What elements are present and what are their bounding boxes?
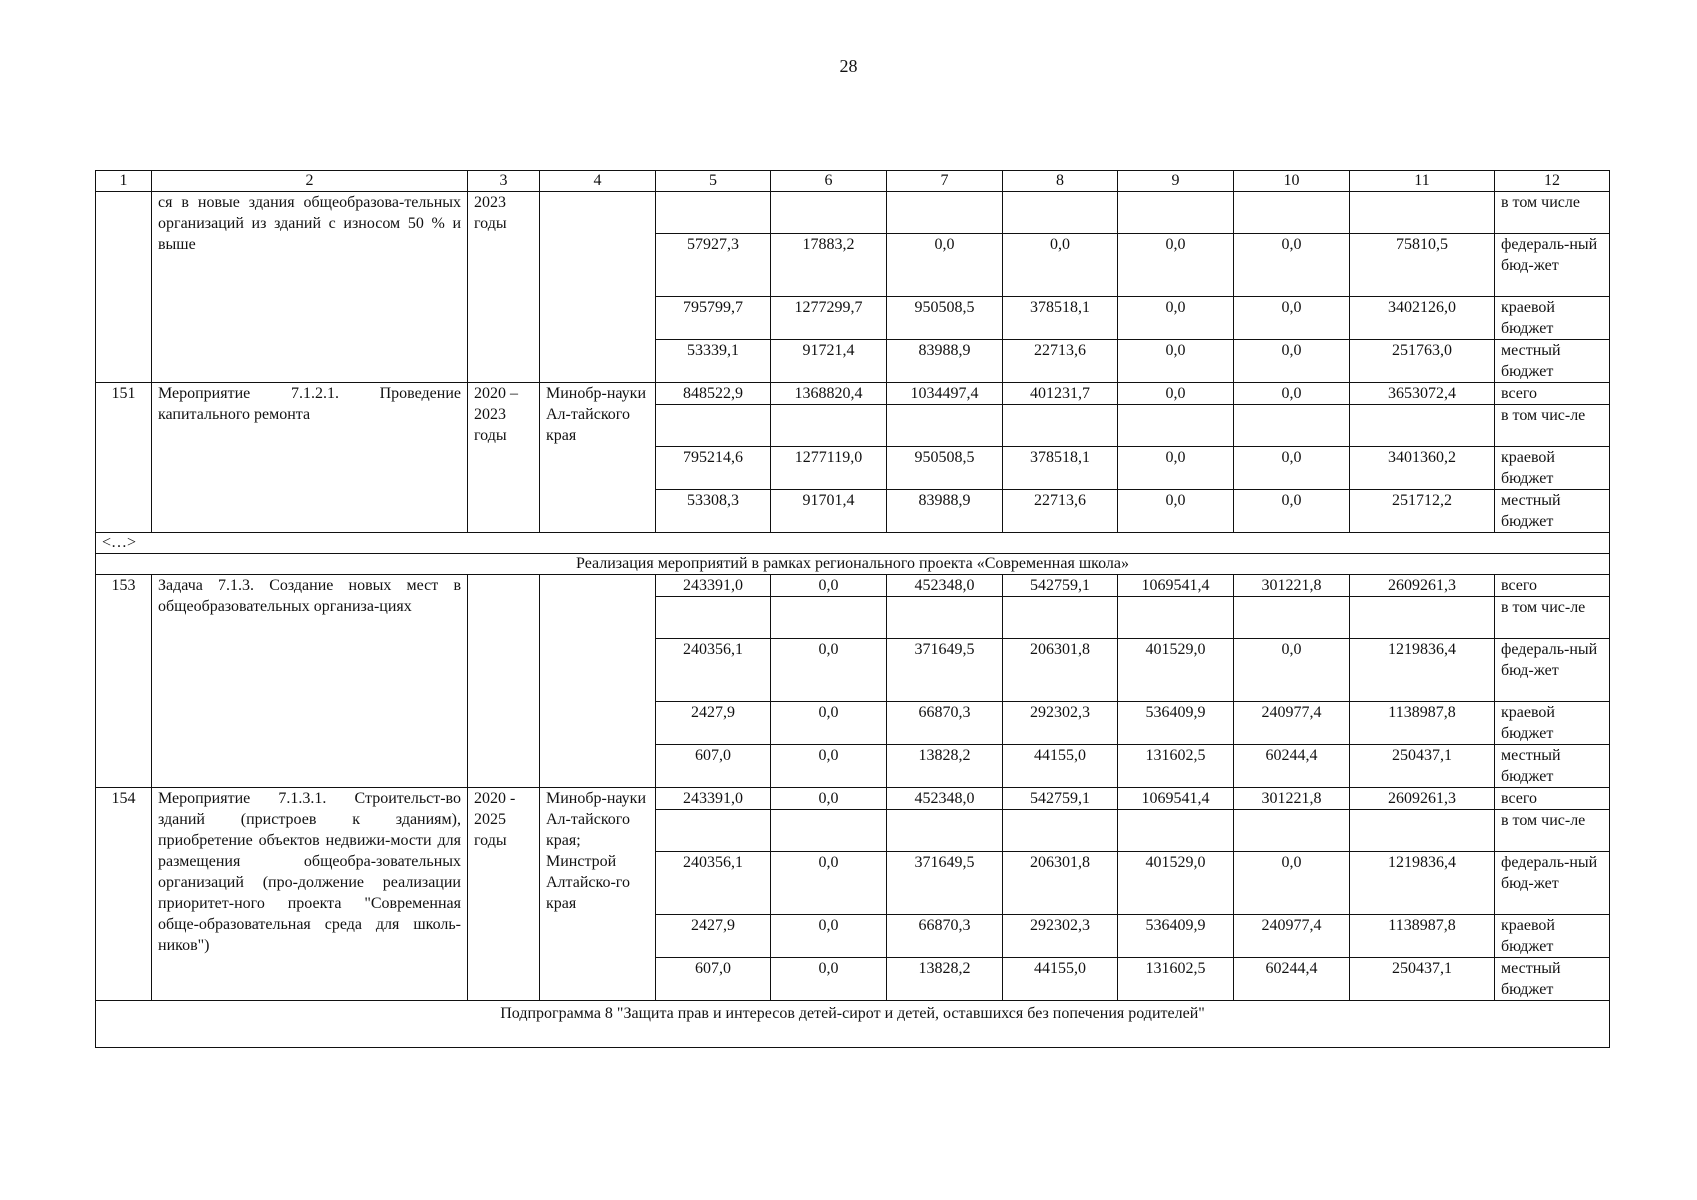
funding-source: всего [1495,383,1610,405]
column-header: 2 [152,171,468,192]
row-executor [540,192,656,383]
value-cell [1350,405,1495,447]
value-cell [771,810,887,852]
value-cell: 243391,0 [656,788,771,810]
value-cell [1003,810,1118,852]
value-cell: 0,0 [771,788,887,810]
value-cell: 17883,2 [771,234,887,297]
value-cell: 0,0 [1234,852,1350,915]
column-header: 3 [468,171,540,192]
funding-source: краевой бюджет [1495,915,1610,958]
value-cell: 1069541,4 [1118,575,1234,597]
value-cell: 131602,5 [1118,958,1234,1001]
table-row [96,788,1610,810]
row-number-cell [96,192,152,383]
value-cell: 250437,1 [1350,745,1495,788]
value-cell: 0,0 [1118,447,1234,490]
value-cell: 22713,6 [1003,490,1118,533]
funding-source: местный бюджет [1495,958,1610,1001]
value-cell: 536409,9 [1118,702,1234,745]
value-cell: 1069541,4 [1118,788,1234,810]
value-cell: 452348,0 [887,788,1003,810]
value-cell: 950508,5 [887,447,1003,490]
row-period: 2020 – 2023 годы [468,383,540,533]
value-cell: 13828,2 [887,958,1003,1001]
value-cell [656,810,771,852]
funding-source: краевой бюджет [1495,447,1610,490]
value-cell: 401231,7 [1003,383,1118,405]
funding-source: в том чис-ле [1495,810,1610,852]
value-cell [887,597,1003,639]
row-number: 154 [96,788,152,1001]
value-cell: 3653072,4 [1350,383,1495,405]
row-period: 2020 - 2025 годы [468,788,540,1001]
row-description: ся в новые здания общеобразова-тельных организаций из зданий с износом 50 % и выше [152,192,468,383]
value-cell: 950508,5 [887,297,1003,340]
value-cell: 243391,0 [656,575,771,597]
funding-source: в том чис-ле [1495,405,1610,447]
value-cell [1118,810,1234,852]
value-cell: 53308,3 [656,490,771,533]
value-cell: 1219836,4 [1350,639,1495,702]
column-header-row [96,171,1610,192]
value-cell: 542759,1 [1003,788,1118,810]
value-cell: 240356,1 [656,639,771,702]
funding-source: всего [1495,575,1610,597]
value-cell: 0,0 [1234,340,1350,383]
value-cell: 206301,8 [1003,639,1118,702]
value-cell: 301221,8 [1234,575,1350,597]
value-cell: 0,0 [1234,490,1350,533]
value-cell: 13828,2 [887,745,1003,788]
value-cell [656,405,771,447]
row-description: Задача 7.1.3. Создание новых мест в общеобразовательных организа-циях [152,575,468,788]
page-number: 28 [839,56,858,76]
value-cell: 0,0 [1118,234,1234,297]
value-cell: 371649,5 [887,639,1003,702]
value-cell: 1277299,7 [771,297,887,340]
value-cell [1234,597,1350,639]
value-cell: 1219836,4 [1350,852,1495,915]
value-cell: 2609261,3 [1350,575,1495,597]
value-cell: 301221,8 [1234,788,1350,810]
value-cell: 250437,1 [1350,958,1495,1001]
funding-source: местный бюджет [1495,340,1610,383]
value-cell: 131602,5 [1118,745,1234,788]
row-executor [540,575,656,788]
row-period: 2023 годы [468,192,540,383]
value-cell: 1138987,8 [1350,702,1495,745]
value-cell: 2427,9 [656,702,771,745]
row-period [468,575,540,788]
value-cell [1003,597,1118,639]
funding-source: федераль-ный бюд-жет [1495,639,1610,702]
funding-source: местный бюджет [1495,490,1610,533]
value-cell [1234,192,1350,234]
value-cell: 251712,2 [1350,490,1495,533]
column-header: 1 [96,171,152,192]
value-cell: 0,0 [1234,383,1350,405]
value-cell: 251763,0 [1350,340,1495,383]
value-cell: 0,0 [1234,297,1350,340]
value-cell: 0,0 [1234,447,1350,490]
value-cell: 83988,9 [887,340,1003,383]
value-cell: 240356,1 [656,852,771,915]
omission-marker: <…> [96,533,1610,554]
value-cell: 0,0 [771,575,887,597]
table-row [96,192,1610,234]
value-cell: 0,0 [771,639,887,702]
value-cell: 0,0 [771,702,887,745]
value-cell: 848522,9 [656,383,771,405]
funding-source: краевой бюджет [1495,702,1610,745]
value-cell [1234,405,1350,447]
value-cell [656,192,771,234]
value-cell [887,192,1003,234]
funding-source: всего [1495,788,1610,810]
value-cell: 91721,4 [771,340,887,383]
value-cell: 240977,4 [1234,915,1350,958]
column-header: 6 [771,171,887,192]
column-header: 11 [1350,171,1495,192]
value-cell: 57927,3 [656,234,771,297]
value-cell [1003,405,1118,447]
value-cell: 53339,1 [656,340,771,383]
value-cell: 378518,1 [1003,447,1118,490]
section-title: Реализация мероприятий в рамках регионального проекта «Современная школа» [96,554,1610,575]
value-cell: 44155,0 [1003,745,1118,788]
value-cell: 0,0 [1118,490,1234,533]
column-header: 10 [1234,171,1350,192]
funding-source: местный бюджет [1495,745,1610,788]
value-cell: 401529,0 [1118,852,1234,915]
funding-source: федераль-ный бюд-жет [1495,852,1610,915]
value-cell: 452348,0 [887,575,1003,597]
value-cell: 1368820,4 [771,383,887,405]
value-cell: 795214,6 [656,447,771,490]
value-cell: 2427,9 [656,915,771,958]
value-cell: 0,0 [771,915,887,958]
value-cell: 60244,4 [1234,745,1350,788]
value-cell: 607,0 [656,745,771,788]
value-cell: 66870,3 [887,915,1003,958]
value-cell: 292302,3 [1003,915,1118,958]
value-cell [656,597,771,639]
value-cell: 2609261,3 [1350,788,1495,810]
value-cell: 0,0 [771,852,887,915]
value-cell: 83988,9 [887,490,1003,533]
value-cell: 0,0 [771,745,887,788]
value-cell: 0,0 [1234,639,1350,702]
column-header: 8 [1003,171,1118,192]
value-cell: 66870,3 [887,702,1003,745]
omission-row [96,533,1610,554]
value-cell [1118,597,1234,639]
value-cell: 22713,6 [1003,340,1118,383]
column-header: 12 [1495,171,1610,192]
value-cell: 378518,1 [1003,297,1118,340]
funding-source: федераль-ный бюд-жет [1495,234,1610,297]
value-cell: 0,0 [887,234,1003,297]
value-cell: 0,0 [1118,383,1234,405]
value-cell: 0,0 [1118,297,1234,340]
value-cell: 401529,0 [1118,639,1234,702]
value-cell: 44155,0 [1003,958,1118,1001]
value-cell: 75810,5 [1350,234,1495,297]
subprogram-title: Подпрограмма 8 "Защита прав и интересов детей-сирот и детей, оставшихся без попечения родителей" [96,1001,1610,1048]
column-header: 4 [540,171,656,192]
value-cell [1350,192,1495,234]
value-cell: 91701,4 [771,490,887,533]
value-cell [1350,597,1495,639]
row-number: 151 [96,383,152,533]
funding-source: в том числе [1495,192,1610,234]
subprogram-row [96,1001,1610,1048]
value-cell: 371649,5 [887,852,1003,915]
row-description: Мероприятие 7.1.2.1. Проведение капитального ремонта [152,383,468,533]
value-cell: 3401360,2 [1350,447,1495,490]
value-cell: 3402126,0 [1350,297,1495,340]
value-cell [771,192,887,234]
value-cell: 1277119,0 [771,447,887,490]
value-cell: 0,0 [1234,234,1350,297]
funding-source: в том чис-ле [1495,597,1610,639]
value-cell: 0,0 [1003,234,1118,297]
table-row [96,383,1610,405]
row-number: 153 [96,575,152,788]
section-row [96,554,1610,575]
value-cell: 795799,7 [656,297,771,340]
value-cell: 607,0 [656,958,771,1001]
budget-table [95,170,1610,1048]
value-cell [771,597,887,639]
value-cell [771,405,887,447]
value-cell: 542759,1 [1003,575,1118,597]
table-row [96,575,1610,597]
row-description: Мероприятие 7.1.3.1. Строительст-во зданий (пристроев к зданиям), приобретение объектов недвижи-мости для размещения общеобра-зовательных организаций (про-должение реализации приоритет-ного проекта "Современная обще-образовательная среда для школь-ников") [152,788,468,1001]
value-cell [887,405,1003,447]
value-cell: 1138987,8 [1350,915,1495,958]
value-cell [887,810,1003,852]
column-header: 9 [1118,171,1234,192]
value-cell [1003,192,1118,234]
value-cell: 206301,8 [1003,852,1118,915]
value-cell [1350,810,1495,852]
value-cell: 1034497,4 [887,383,1003,405]
column-header: 5 [656,171,771,192]
row-executor: Минобр-науки Ал-тайского края; Минстрой Алтайско-го края [540,788,656,1001]
value-cell: 0,0 [771,958,887,1001]
column-header: 7 [887,171,1003,192]
value-cell [1118,405,1234,447]
value-cell [1234,810,1350,852]
value-cell: 60244,4 [1234,958,1350,1001]
value-cell: 536409,9 [1118,915,1234,958]
value-cell [1118,192,1234,234]
row-executor: Минобр-науки Ал-тайского края [540,383,656,533]
value-cell: 0,0 [1118,340,1234,383]
value-cell: 292302,3 [1003,702,1118,745]
value-cell: 240977,4 [1234,702,1350,745]
funding-source: краевой бюджет [1495,297,1610,340]
